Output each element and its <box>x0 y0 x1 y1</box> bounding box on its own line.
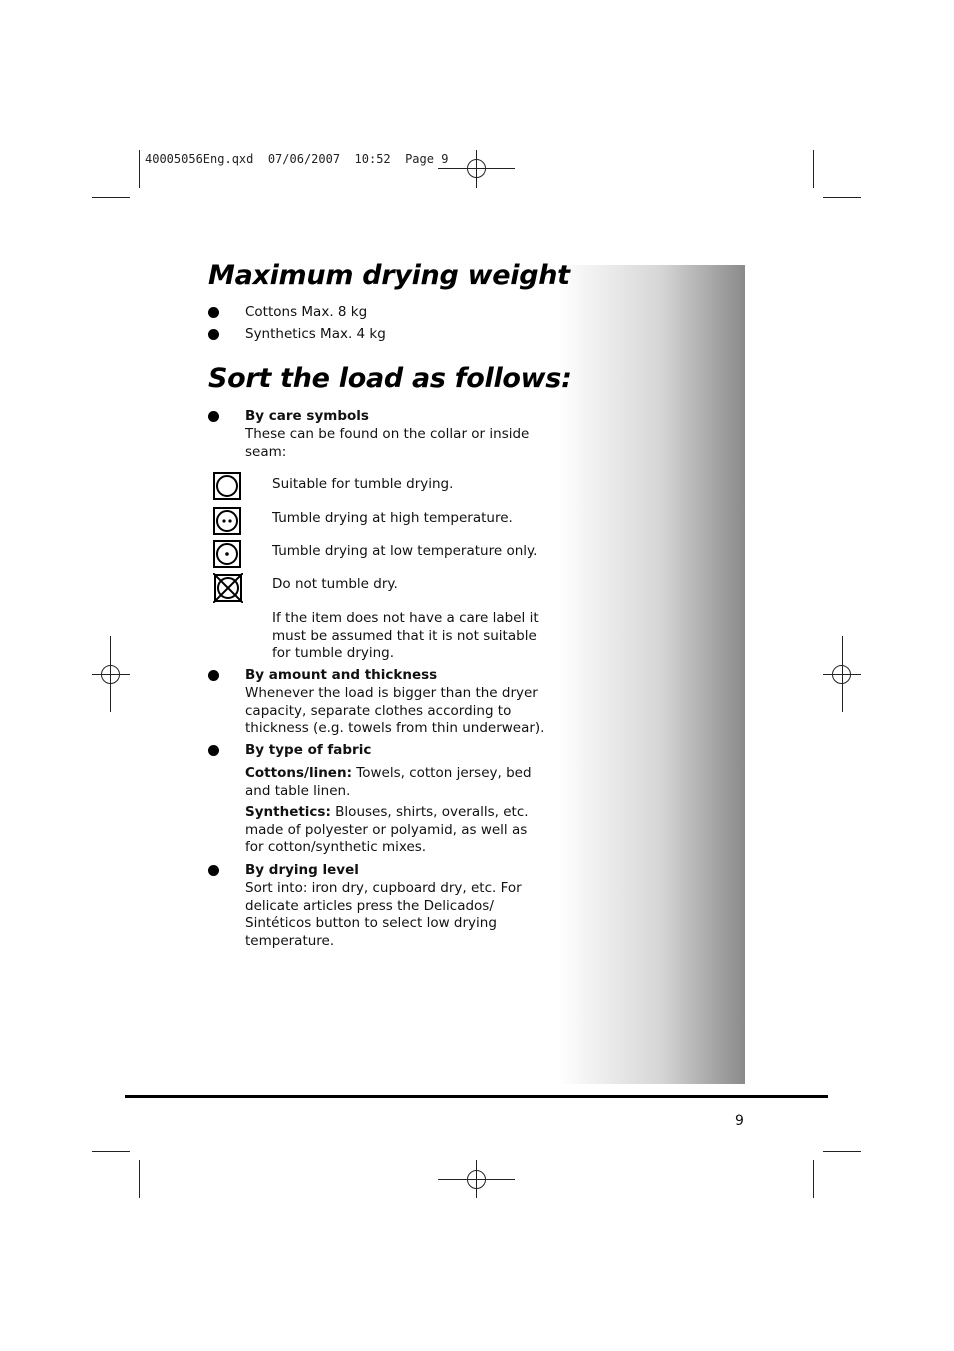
fabric-synthetics <box>245 804 540 857</box>
care-symbol-label: Tumble drying at low temperature only. <box>272 543 538 559</box>
synthetics-label: Synthetics: <box>245 804 331 820</box>
amount-heading: By amount and thickness <box>245 667 438 683</box>
care-symbols-text: These can be found on the collar or inside seam: <box>245 426 530 460</box>
crop-mark <box>823 1151 861 1152</box>
fabric-heading: By type of fabric <box>245 742 372 758</box>
section-title-sort-load: Sort the load as follows: <box>208 363 572 394</box>
crop-mark <box>92 1151 130 1152</box>
do-not-tumble-dry-icon <box>213 573 243 603</box>
bullet-icon <box>208 411 219 422</box>
section-title-max-weight: Maximum drying weight <box>208 260 570 291</box>
level-text: Sort into: iron dry, cupboard dry, etc. For delicate articles press the Delicados/ Sintéticos button to select low drying temperature. <box>245 880 522 949</box>
bullet-icon <box>208 670 219 681</box>
crop-mark <box>813 150 814 188</box>
level-heading: By drying level <box>245 862 359 878</box>
synthetics-text: Blouses, shirts, overalls, etc. made of polyester or polyamid, as well as for cotton/synthetic mixes. <box>245 804 529 856</box>
crop-mark <box>139 150 140 188</box>
bullet-icon <box>208 865 219 876</box>
list-item: Cottons Max. 8 kg <box>245 304 368 320</box>
bullet-icon <box>208 307 219 318</box>
print-slug: 40005056Eng.qxd 07/06/2007 10:52 Page 9 <box>145 152 449 166</box>
care-symbols-heading: By care symbols <box>245 408 369 424</box>
gradient-side-band <box>558 265 745 1084</box>
cottons-label: Cottons/linen: <box>245 765 352 781</box>
amount-text: Whenever the load is bigger than the dryer capacity, separate clothes according to thickness (e.g. towels from thin underwear). <box>245 685 545 737</box>
page-number: 9 <box>735 1113 744 1129</box>
care-symbol-label: Suitable for tumble drying. <box>272 476 454 492</box>
care-symbol-label: Tumble drying at high temperature. <box>272 510 513 526</box>
care-symbol-label: Do not tumble dry. <box>272 576 398 592</box>
tumble-dry-icon <box>213 472 241 500</box>
fabric-cottons <box>245 765 555 800</box>
crop-mark <box>813 1160 814 1198</box>
crop-mark <box>92 197 130 198</box>
bullet-icon <box>208 745 219 756</box>
tumble-dry-high-icon <box>213 507 241 535</box>
bullet-icon <box>208 329 219 340</box>
crop-mark <box>823 197 861 198</box>
care-label-note: If the item does not have a care label it must be assumed that it is not suitable for tumble drying. <box>272 610 539 662</box>
footer-rule <box>125 1095 828 1098</box>
crop-mark <box>139 1160 140 1198</box>
cottons-text: Towels, cotton jersey, bed and table linen. <box>245 765 532 799</box>
list-item: Synthetics Max. 4 kg <box>245 326 386 342</box>
tumble-dry-low-icon <box>213 540 241 568</box>
